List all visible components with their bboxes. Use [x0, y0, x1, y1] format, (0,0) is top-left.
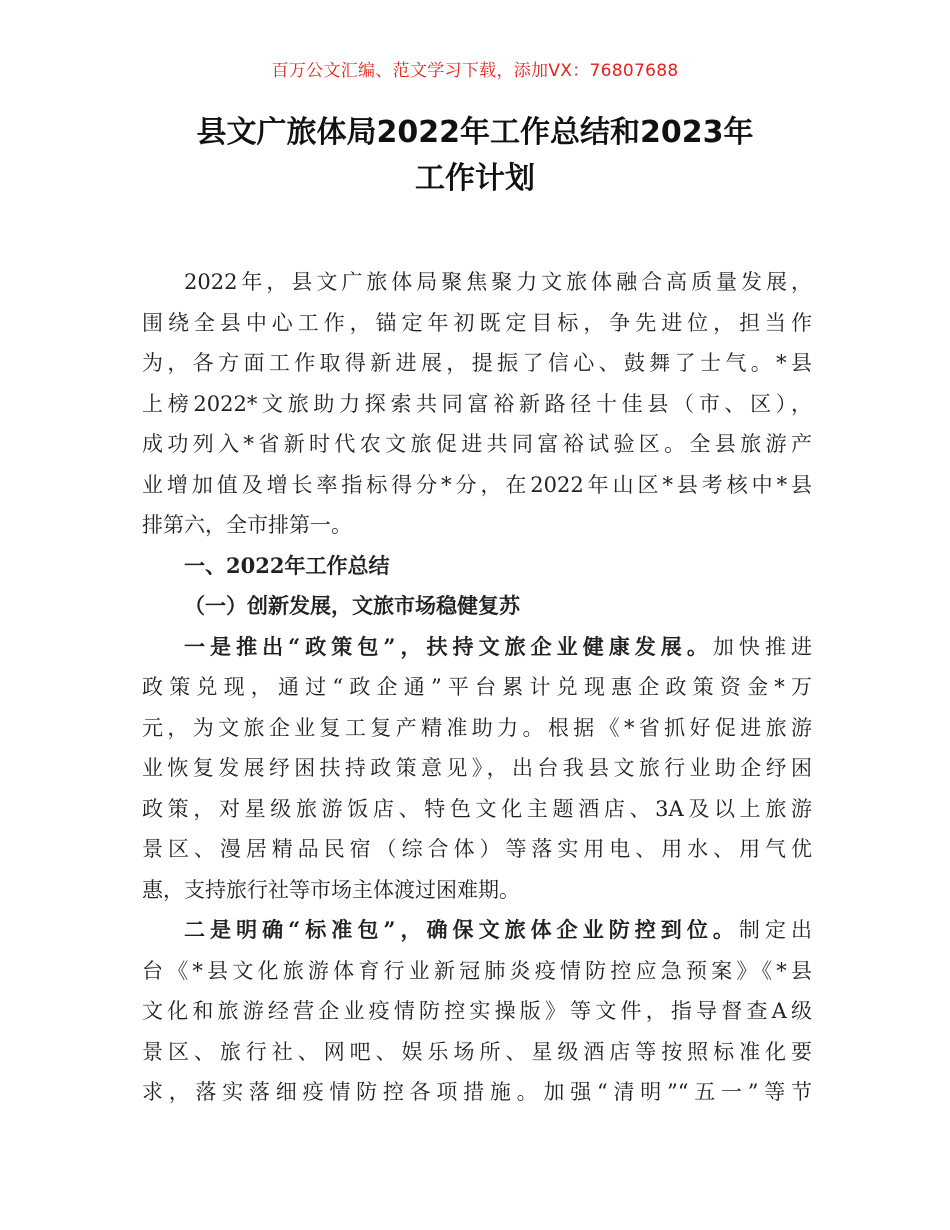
- paragraph-2-lead: 二是明确“标准包”，确保文旅体企业防控到位。: [184, 917, 739, 942]
- paragraph-2-line: 求，落实落细疫情防控各项措施。加强“清明”“五一”等节: [142, 1080, 812, 1104]
- document-title: [0, 110, 950, 202]
- paragraph-2-line: 台《*县文化旅游体育行业新冠肺炎疫情防控应急预案》《*县: [142, 958, 812, 983]
- intro-line: 业增加值及增长率指标得分*分，在2022年山区*县考核中*县: [142, 472, 812, 497]
- document-body: [142, 262, 812, 1113]
- intro-line: 2022年，县文广旅体局聚焦聚力文旅体融合高质量发展，: [184, 270, 812, 294]
- title-line-1: 县文广旅体局2022年工作总结和2023年: [196, 115, 754, 150]
- paragraph-2-line: 景区、旅行社、网吧、娱乐场所、星级酒店等按照标准化要: [142, 1039, 812, 1064]
- paragraph-1-line: 业恢复发展纾困扶持政策意见》，出台我县文旅行业助企纾困: [142, 756, 812, 780]
- paragraph-1-line: 政策兑现，通过“政企通”平台累计兑现惠企政策资金*万: [142, 675, 812, 699]
- intro-line: 排第六，全市排第一。: [142, 513, 352, 537]
- paragraph-2-first-line: [142, 910, 812, 951]
- paragraph-1-line: 惠，支持旅行社等市场主体渡过困难期。: [142, 877, 520, 902]
- section-heading: 一、2022年工作总结: [184, 552, 390, 578]
- intro-line: 成功列入*省新时代农文旅促进共同富裕试验区。全县旅游产: [142, 432, 812, 456]
- watermark-banner: 百万公文汇编、范文学习下载，添加VX：76807688: [271, 61, 679, 81]
- paragraph-1-line: 元，为文旅企业复工复产精准助力。根据《*省抓好促进旅游: [142, 715, 812, 740]
- title-line-2: 工作计划: [415, 161, 535, 196]
- paragraph-1-line: 政策，对星级旅游饭店、特色文化主题酒店、3A及以上旅游: [142, 796, 812, 821]
- intro-line: 为，各方面工作取得新进展，提振了信心、鼓舞了士气。*县: [142, 351, 812, 375]
- paragraph-2-lead-rest: 制定出: [738, 918, 812, 942]
- intro-line: 上榜2022*文旅助力探索共同富裕新路径十佳县（市、区），: [142, 391, 812, 416]
- paragraph-1-line: 景区、漫居精品民宿（综合体）等落实用电、用水、用气优: [142, 837, 812, 861]
- subsection-heading: （一）创新发展，文旅市场稳健复苏: [184, 593, 520, 618]
- paragraph-1-first-line: [142, 627, 812, 668]
- paragraph-1-lead: 一是推出“政策包”，扶持文旅企业健康发展。: [184, 633, 713, 659]
- paragraph-1-lead-rest: 加快推进: [712, 634, 812, 659]
- paragraph-2-line: 文化和旅游经营企业疫情防控实操版》等文件，指导督查A级: [142, 999, 812, 1023]
- intro-line: 围绕全县中心工作，锚定年初既定目标，争先进位，担当作: [142, 310, 812, 335]
